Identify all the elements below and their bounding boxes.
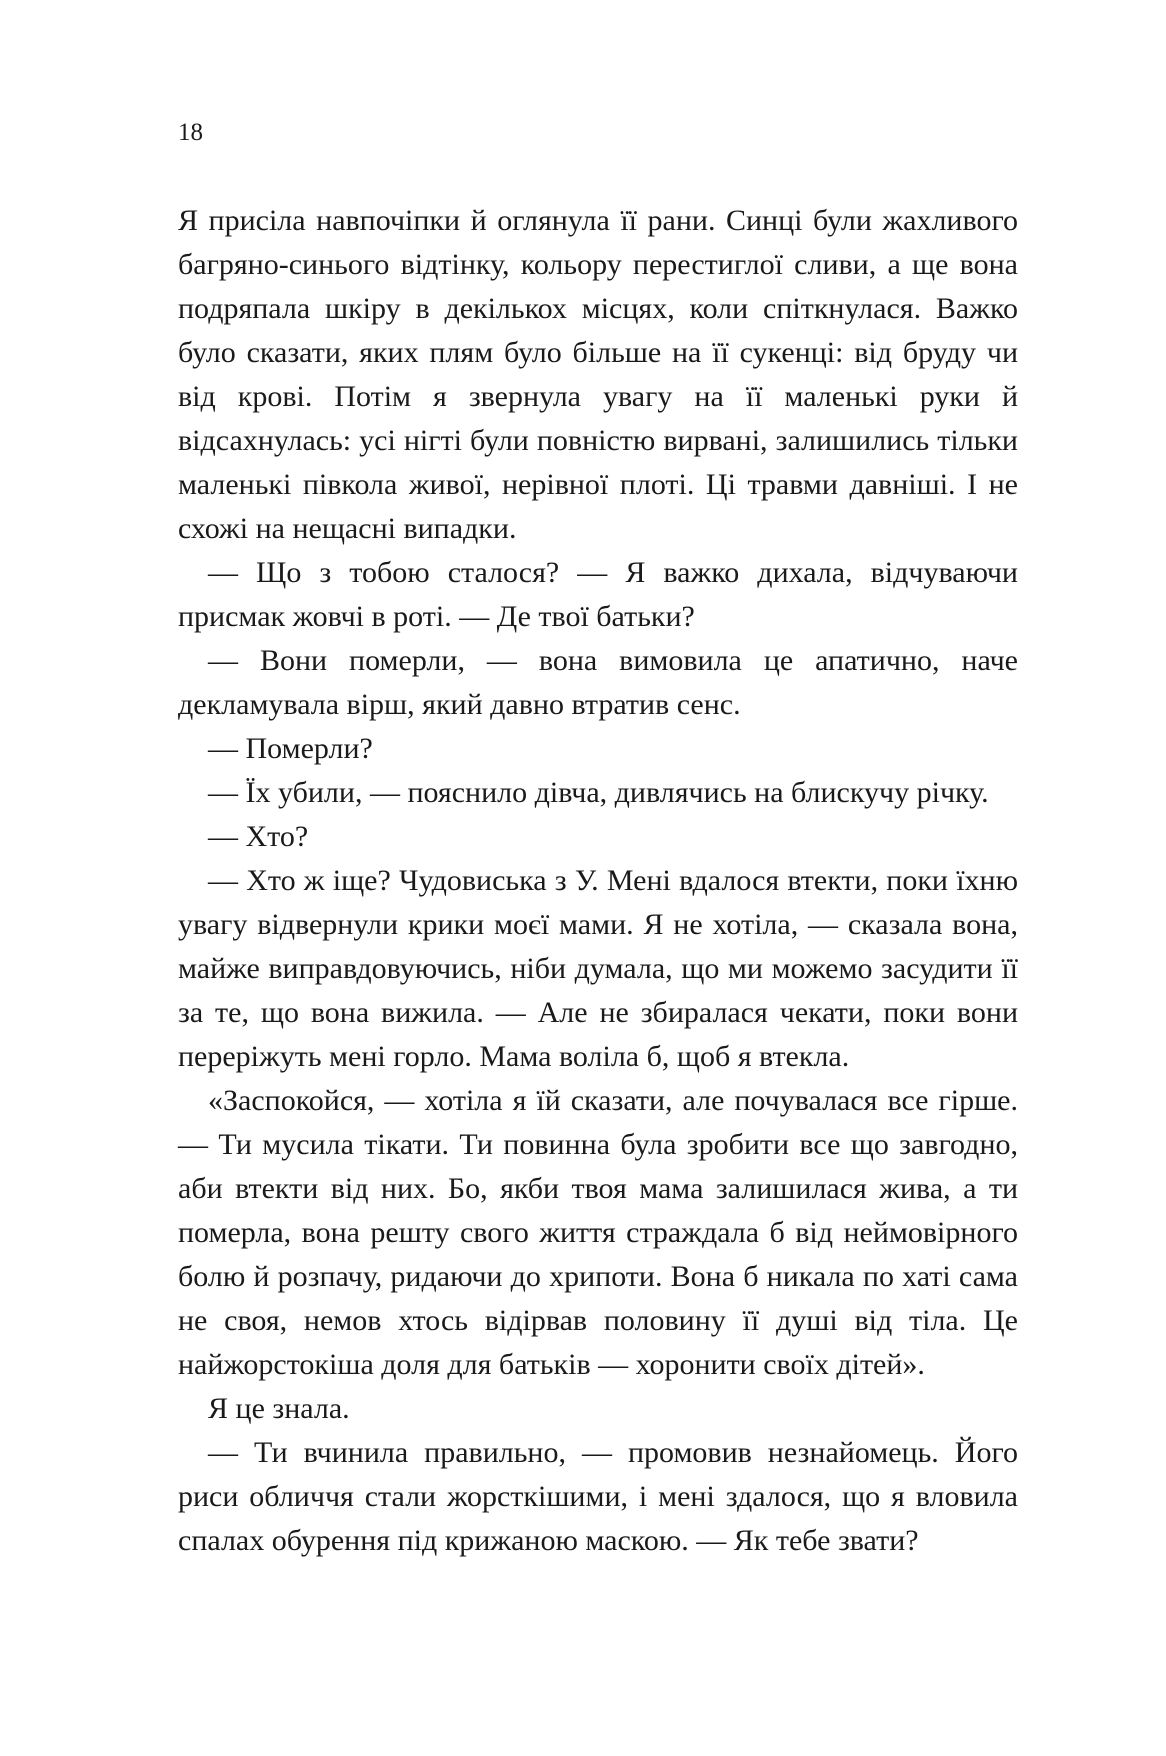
paragraph-4: — Померли? bbox=[208, 732, 373, 765]
paragraph-3: — Вони померли, — вона вимовила це апатично, наче декламувала вірш, який давно втратив сенс. bbox=[178, 644, 1018, 721]
paragraph-9: Я це знала. bbox=[208, 1392, 350, 1425]
paragraph-5: — Їх убили, — пояснило дівча, дивлячись на блискучу річку. bbox=[208, 776, 989, 809]
paragraph-10: — Ти вчинила правильно, — промовив незнайомець. Його риси обличчя стали жорсткішими, і мені здалося, що я вловила спалах обурення під крижаною маскою. — Як тебе звати? bbox=[178, 1436, 1018, 1557]
paragraph-8: «Заспокойся, — хотіла я їй сказати, але почувалася все гірше. — Ти мусила тікати. Ти повинна була зробити все що завгодно, аби втекти від них. Бо, якби твоя мама залишилася жива, а ти померла, вона решту свого життя страждала б від неймовірного болю й розпачу, ридаючи до хрипоти. Вона б никала по хаті сама не своя, немов хтось відірвав половину її душі від тіла. Це найжорстокіша доля для батьків — хоронити своїх дітей». bbox=[178, 1084, 1018, 1381]
paragraph-6: — Хто? bbox=[208, 820, 309, 853]
page-number: 18 bbox=[178, 119, 203, 146]
body-text bbox=[178, 199, 1018, 1563]
paragraph-7: — Хто ж іще? Чудовиська з У. Мені вдалося втекти, поки їхню увагу відвернули крики моєї мами. Я не хотіла, — сказала вона, майже виправдовуючись, ніби думала, що ми можемо засудити її за те, що вона вижила. — Але не збиралася чекати, поки вони переріжуть мені горло. Мама воліла б, щоб я втекла. bbox=[178, 864, 1018, 1073]
paragraph-2: — Що з тобою сталося? — Я важко дихала, відчуваючи присмак жовчі в роті. — Де твої батьки? bbox=[178, 556, 1018, 633]
paragraph-1: Я присіла навпочіпки й оглянула її рани. Синці були жахливого багряно-синього відтінку, кольору перестиглої сливи, а ще вона подряпала шкіру в декількох місцях, коли спіткнулася. Важко було сказати, яких плям було більше на її сукенці: від бруду чи від крові. Потім я звернула увагу на її маленькі руки й відсахнулась: усі нігті були повністю вирвані, залишились тільки маленькі півкола живої, нерівної плоті. Ці травми давніші. І не схожі на нещасні випадки. bbox=[178, 204, 1018, 545]
